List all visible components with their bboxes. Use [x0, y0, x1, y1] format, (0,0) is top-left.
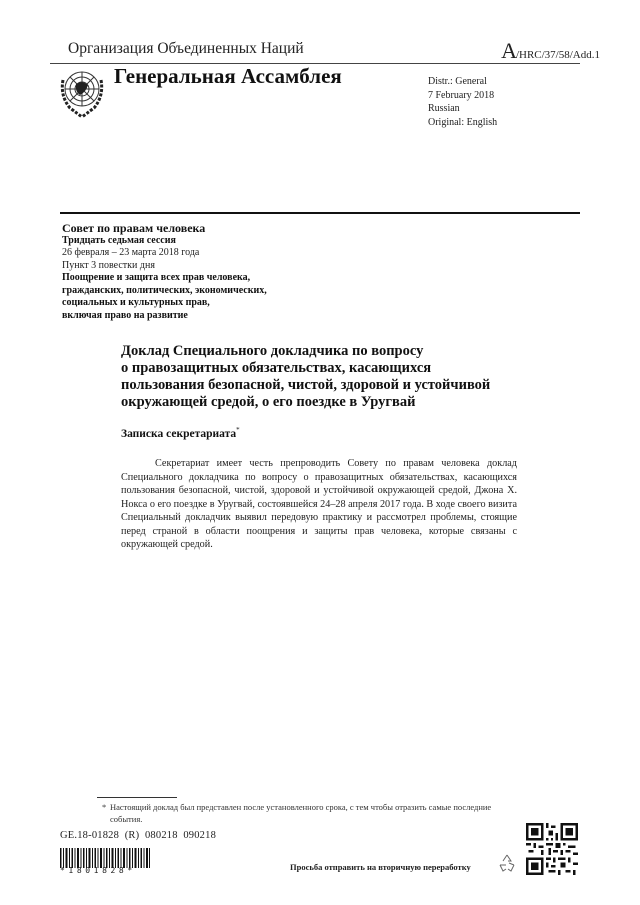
organization-name: Организация Объединенных Наций [68, 40, 304, 57]
council-block [62, 222, 362, 322]
body-paragraph [121, 457, 517, 552]
council-name: Совет по правам человека [62, 221, 206, 235]
document-symbol [501, 38, 600, 64]
distribution-line: Distr.: General [428, 76, 487, 87]
report-title [121, 343, 541, 411]
language-line: Russian [428, 103, 460, 114]
distribution-block [428, 75, 497, 129]
recycle-icon [496, 852, 518, 874]
agenda-title-line: гражданских, политических, экономических, [62, 284, 267, 296]
title-line: пользования безопасной, чистой, здоровой и устойчивой [121, 377, 491, 393]
footnote-marker: * [236, 426, 240, 434]
footnote-rule [97, 797, 177, 798]
body-text: Секретариат имеет честь препроводить Совету по правам человека доклад Специального докладчика по вопросу о правозащитных обязательствах, касающихся пользования безопасной, чистой, здоровой и устойчивой окружающей средой, Джона Х. Нокса о его поездке в Уругвай, состоявшейся 24–28 апреля 2017 года. В ходе своего визита Специальный докладчик выявил передовую практику и рассмотрел проблемы, стоящие перед страной в области поощрения и защиты прав человека, которые связаны с окружающей средой. [121, 458, 517, 550]
footnote-text: Настоящий доклад был представлен после установленного срока, с тем чтобы отразить самые последние события. [110, 802, 492, 824]
qr-code-icon [526, 822, 578, 876]
section-rule [60, 212, 580, 214]
agenda-item: Пункт 3 повестки дня [62, 259, 155, 271]
date-line: 7 February 2018 [428, 89, 495, 101]
agenda-title-line: социальных и культурных прав, [62, 297, 210, 308]
footnote-star: * [102, 802, 107, 812]
barcode-number: *1801828* [60, 866, 136, 875]
agenda-title-line: включая право на развитие [62, 309, 188, 321]
barcode-icon [60, 848, 150, 868]
un-emblem-icon [58, 62, 106, 122]
document-number: GE.18-01828 (R) 080218 090218 [60, 830, 217, 841]
symbol-prefix: A [501, 38, 516, 63]
symbol-rest: /HRC/37/58/Add.1 [515, 49, 600, 61]
general-assembly-title: Генеральная Ассамблея [114, 64, 342, 88]
title-line: о правозащитных обязательствах, касающихся [121, 360, 432, 376]
title-line: окружающей средой, о его поездке в Уругвай [121, 394, 416, 410]
note-heading [121, 426, 240, 440]
session-name: Тридцать седьмая сессия [62, 234, 176, 246]
footnote [102, 802, 520, 825]
title-line: Доклад Специального докладчика по вопросу [121, 343, 424, 359]
recycle-notice: Просьба отправить на вторичную переработку [290, 862, 471, 872]
note-heading-text: Записка секретариата [121, 427, 237, 440]
session-dates: 26 февраля – 23 марта 2018 года [62, 247, 200, 258]
agenda-title-line: Поощрение и защита всех прав человека, [62, 272, 251, 283]
original-language-line: Original: English [428, 116, 498, 128]
